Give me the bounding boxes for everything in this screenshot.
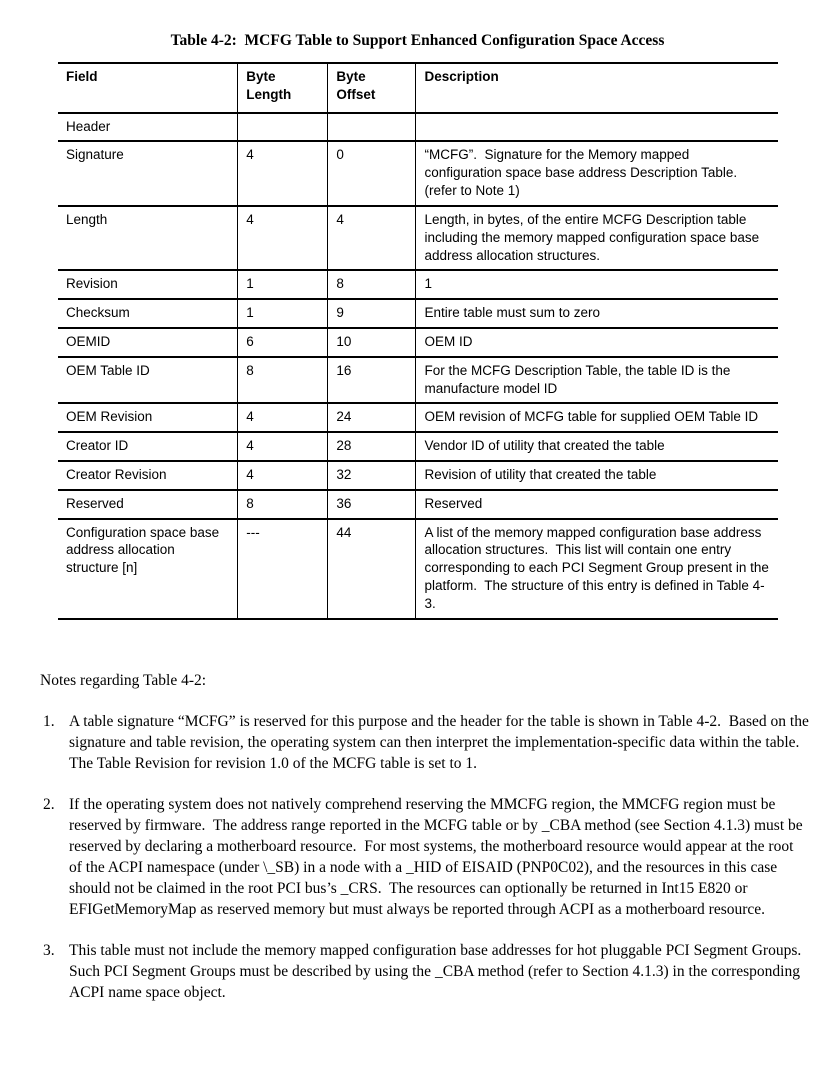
description-cell: OEM revision of MCFG table for supplied OEM Table ID bbox=[424, 409, 759, 425]
note-number: 2. bbox=[43, 795, 55, 813]
field-cell: OEM Revision bbox=[58, 403, 238, 432]
byte-offset-cell: 0 bbox=[328, 141, 416, 205]
note-text: This table must not include the memory mapped configuration base addresses for hot pluggable PCI Segment Groups. Such PCI Segment Groups must be described by using the _CBA method (refer to Section 4.1.3) in the corresponding ACPI name space object. bbox=[69, 941, 809, 1001]
description-cell: A list of the memory mapped configuration base address allocation structures. This list will contain one entry corresponding to each PCI Segment Group present in the platform. The structure of this entry is defined in Table 4-3. bbox=[424, 524, 773, 611]
byte-length-cell: 4 bbox=[238, 403, 328, 432]
field-cell: Revision bbox=[58, 270, 238, 299]
description-cell: Entire table must sum to zero bbox=[424, 305, 601, 321]
byte-offset-cell: 16 bbox=[328, 357, 416, 404]
byte-length-cell: --- bbox=[238, 519, 328, 619]
note-text: A table signature “MCFG” is reserved for this purpose and the header for the table is shown in Table 4-2. Based on the signature and table revision, the operating system can then interpret the implementation-specific data within the table. The Table Revision for revision 1.0 of the MCFG table is set to 1. bbox=[69, 712, 813, 772]
table-row bbox=[58, 403, 778, 432]
note-number: 1. bbox=[43, 712, 55, 730]
table-header-row bbox=[58, 63, 778, 113]
column-header-field: Field bbox=[58, 63, 238, 113]
field-cell: OEM Table ID bbox=[58, 357, 238, 404]
note-item bbox=[43, 940, 810, 1003]
description-cell: Revision of utility that created the table bbox=[424, 467, 657, 482]
description-cell: Reserved bbox=[424, 495, 483, 511]
description-cell: “MCFG”. Signature for the Memory mapped configuration space base address Description Table. (refer to Note 1) bbox=[424, 147, 745, 199]
byte-length-cell: 8 bbox=[238, 490, 328, 519]
table-row bbox=[58, 461, 778, 490]
byte-offset-cell: 36 bbox=[328, 490, 416, 519]
table-row bbox=[58, 357, 778, 404]
byte-length-cell: 4 bbox=[238, 461, 328, 490]
field-cell: Creator Revision bbox=[58, 461, 238, 490]
byte-length-cell: 8 bbox=[238, 357, 328, 404]
byte-offset-cell bbox=[328, 113, 416, 142]
description-cell: Vendor ID of utility that created the table bbox=[424, 438, 665, 454]
table-row bbox=[58, 113, 778, 142]
mcfg-spec-table bbox=[58, 62, 778, 620]
byte-length-cell: 1 bbox=[238, 299, 328, 328]
byte-length-cell: 4 bbox=[238, 206, 328, 270]
byte-length-cell bbox=[238, 113, 328, 142]
table-caption: Table 4-2: MCFG Table to Support Enhanced Configuration Space Access bbox=[170, 32, 665, 49]
byte-offset-cell: 44 bbox=[328, 519, 416, 619]
byte-offset-cell: 8 bbox=[328, 270, 416, 299]
table-row bbox=[58, 206, 778, 270]
column-header-description: Description bbox=[424, 69, 499, 84]
byte-offset-cell: 28 bbox=[328, 432, 416, 461]
byte-offset-cell: 9 bbox=[328, 299, 416, 328]
notes-section bbox=[40, 670, 813, 1003]
table-row bbox=[58, 299, 778, 328]
table-row bbox=[58, 490, 778, 519]
byte-length-cell: 4 bbox=[238, 432, 328, 461]
table-row bbox=[58, 270, 778, 299]
field-cell: Reserved bbox=[58, 490, 238, 519]
field-cell: Configuration space base address allocation structure [n] bbox=[58, 519, 238, 619]
field-cell: Signature bbox=[58, 141, 238, 205]
note-number: 3. bbox=[43, 941, 55, 959]
note-item bbox=[43, 711, 813, 774]
field-cell: Length bbox=[58, 206, 238, 270]
byte-length-cell: 6 bbox=[238, 328, 328, 357]
byte-offset-cell: 10 bbox=[328, 328, 416, 357]
byte-length-cell: 1 bbox=[238, 270, 328, 299]
document-page bbox=[0, 32, 835, 1075]
description-cell: 1 bbox=[424, 276, 432, 292]
field-cell: Creator ID bbox=[58, 432, 238, 461]
table-row bbox=[58, 432, 778, 461]
note-text: If the operating system does not natively comprehend reserving the MMCFG region, the MMCFG region must be reserved by firmware. The address range reported in the MCFG table or by _CBA method (see Section 4.1.3) must be reserved by declaring a motherboard resource. For most systems, the motherboard resource would appear at the root of the ACPI namespace (under \_SB) in a node with a _HID of EISAID (PNP0C02), and the resources in this case should not be claimed in the root PCI bus’s _CRS. The resources can optionally be returned in Int15 E820 or EFIGetMemoryMap as reserved memory but must always be reported through ACPI as a motherboard resource. bbox=[69, 795, 807, 918]
byte-offset-cell: 24 bbox=[328, 403, 416, 432]
field-cell: OEMID bbox=[58, 328, 238, 357]
description-cell: For the MCFG Description Table, the table ID is the manufacture model ID bbox=[424, 362, 735, 396]
note-item bbox=[43, 794, 810, 920]
description-cell: OEM ID bbox=[424, 333, 473, 349]
table-row bbox=[58, 141, 778, 205]
byte-offset-cell: 32 bbox=[328, 461, 416, 490]
byte-offset-cell: 4 bbox=[328, 206, 416, 270]
column-header-byte-offset: Byte Offset bbox=[328, 63, 416, 113]
description-cell: Length, in bytes, of the entire MCFG Description table including the memory mapped configuration space base address allocation structures. bbox=[424, 211, 763, 263]
byte-length-cell: 4 bbox=[238, 141, 328, 205]
table-row bbox=[58, 519, 778, 619]
field-cell: Checksum bbox=[58, 299, 238, 328]
notes-heading: Notes regarding Table 4-2: bbox=[40, 671, 207, 689]
column-header-byte-length: Byte Length bbox=[238, 63, 328, 113]
description-cell bbox=[416, 113, 778, 142]
table-row bbox=[58, 328, 778, 357]
field-cell: Header bbox=[58, 113, 238, 142]
